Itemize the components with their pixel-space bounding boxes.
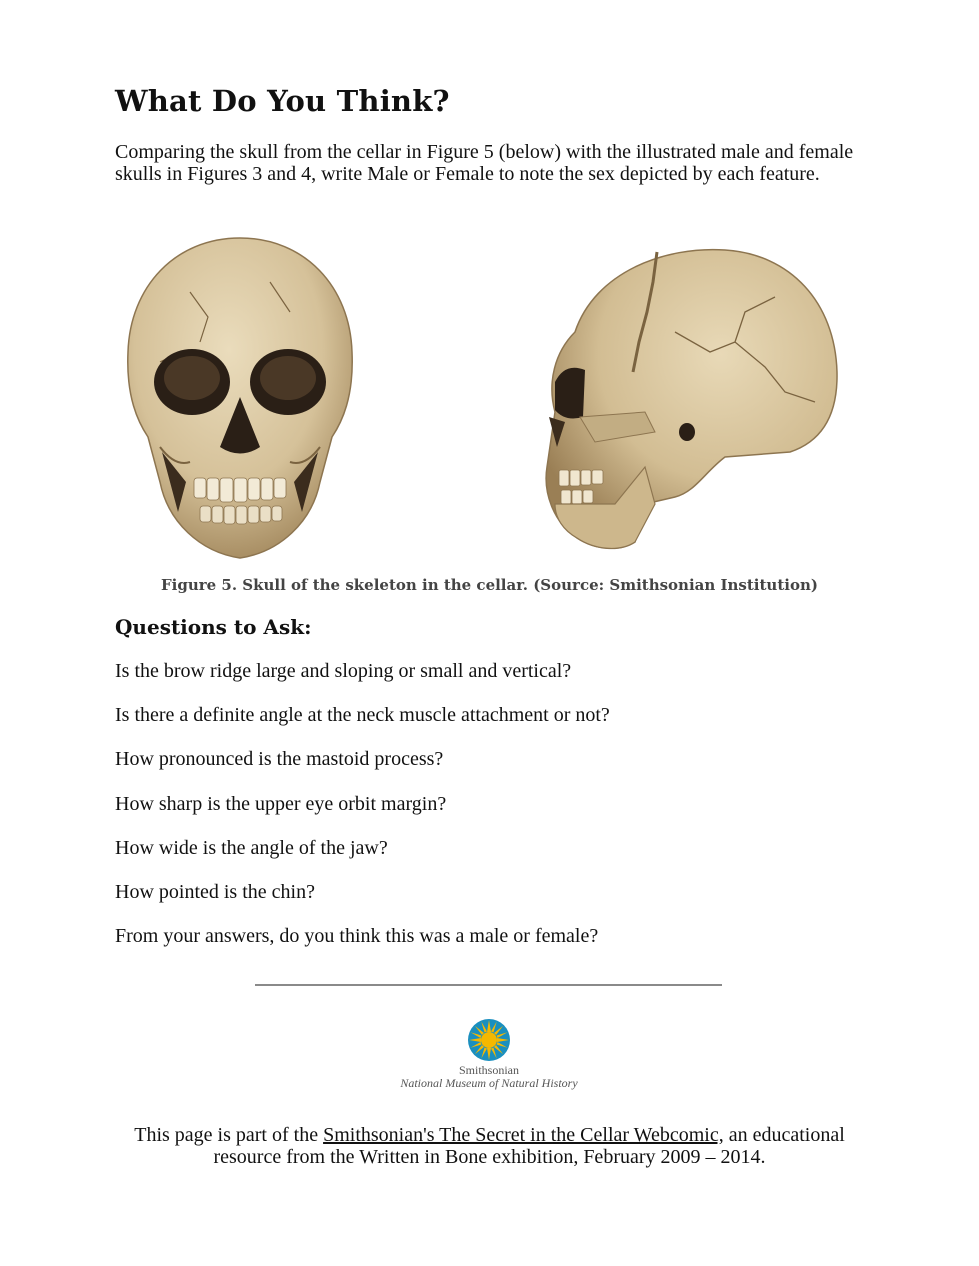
smithsonian-logo xyxy=(394,1018,584,1098)
footer-suffix: an educational resource from the Written in Bone exhibition, February 2009 – 2014. xyxy=(213,1124,845,1168)
smithsonian-sun-icon xyxy=(467,1018,511,1062)
question-item: How wide is the angle of the jaw? xyxy=(115,836,388,859)
logo-name: Smithsonian xyxy=(458,1063,519,1077)
webcomic-link[interactable]: Smithsonian's The Secret in the Cellar Webcomic, xyxy=(323,1124,724,1146)
question-item: How pointed is the chin? xyxy=(115,880,315,903)
questions-list xyxy=(115,660,610,969)
question-item: Is there a definite angle at the neck muscle attachment or not? xyxy=(115,704,610,727)
questions-heading: Questions to Ask: xyxy=(115,615,312,639)
question-item: From your answers, do you think this was a male or female? xyxy=(115,925,599,948)
page-title: What Do You Think? xyxy=(115,84,450,118)
skull-front-view-image xyxy=(120,232,360,566)
skull-side-view-image xyxy=(535,242,840,554)
logo-subtitle: National Museum of Natural History xyxy=(400,1076,578,1090)
question-item: Is the brow ridge large and sloping or small and vertical? xyxy=(115,660,572,682)
question-item: How sharp is the upper eye orbit margin? xyxy=(115,792,447,815)
intro-paragraph: Comparing the skull from the cellar in Figure 5 (below) with the illustrated male and female skulls in Figures 3 and 4, write Male or Female to note the sex depicted by each feature. xyxy=(115,141,854,185)
footer-prefix: This page is part of the xyxy=(134,1124,324,1146)
question-item: How pronounced is the mastoid process? xyxy=(115,748,444,771)
figure-caption: Figure 5. Skull of the skeleton in the cellar. (Source: Smithsonian Institution) xyxy=(161,576,818,594)
footer-text xyxy=(100,1124,879,1168)
section-divider xyxy=(255,984,722,986)
